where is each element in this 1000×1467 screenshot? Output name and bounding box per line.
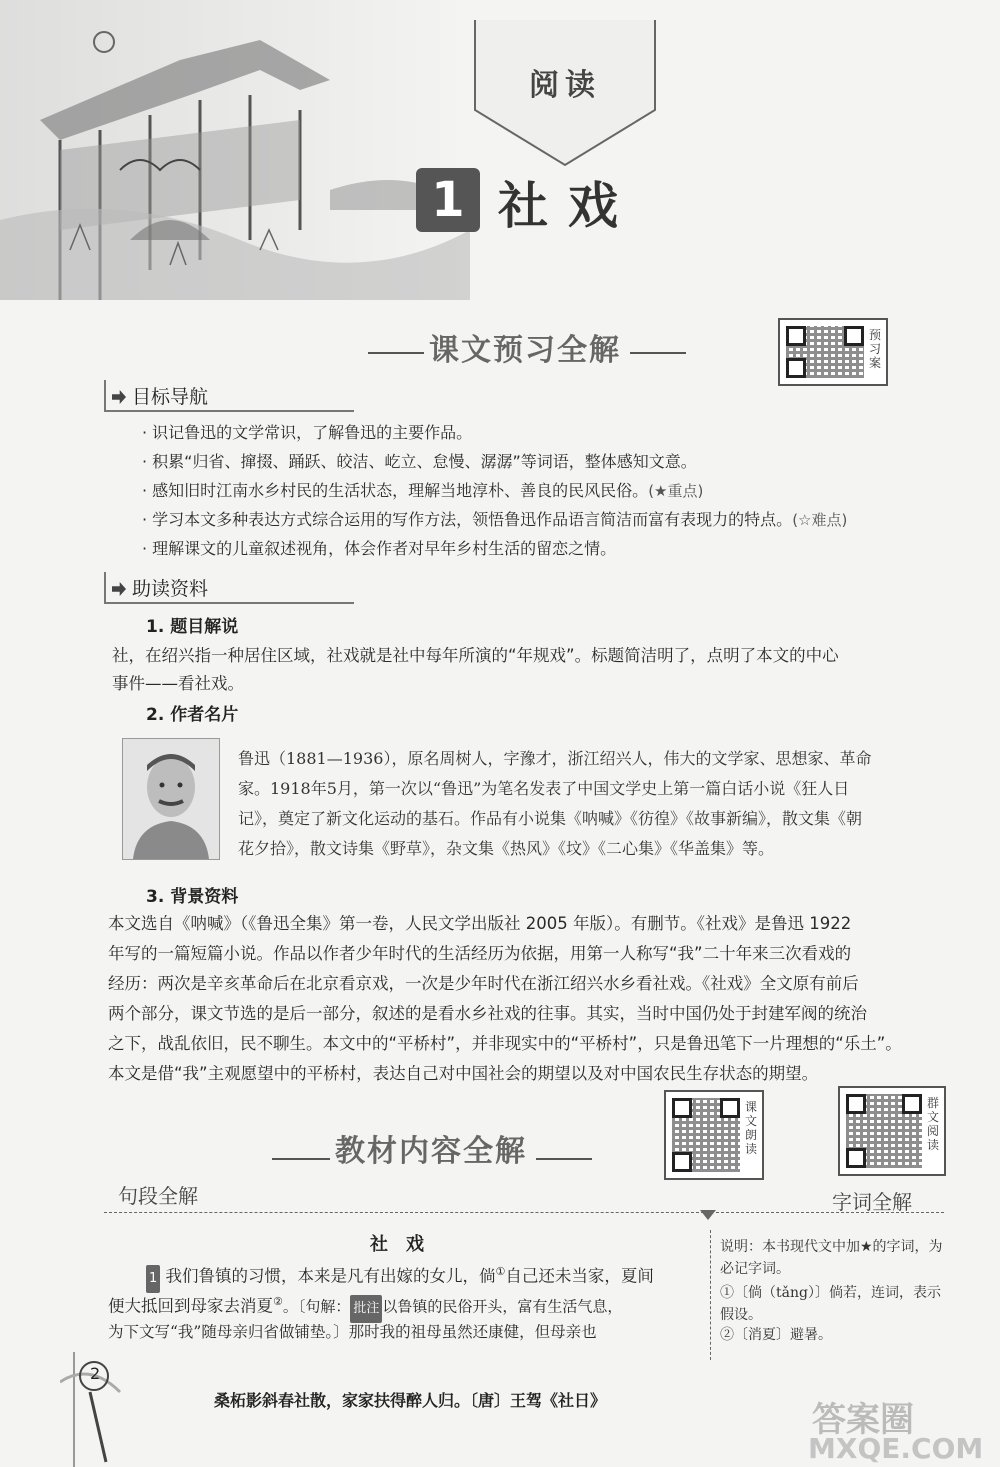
section-line (536, 1158, 592, 1160)
background-line: 本文是借“我”主观愿望中的平桥村，表达自己对中国社会的期望以及对中国农民生存状态的期望。 (108, 1064, 819, 1083)
dashed-divider (104, 1212, 704, 1213)
goal-item: · 理解课文的儿童叙述视角，体会作者对早年乡村生活的留恋之情。 (142, 539, 617, 558)
reading-rule (104, 602, 354, 604)
text-line: 便大抵回到母家去消夏②。〔句解： 批注 以鲁镇的民俗开头，富有生活气息， (108, 1288, 622, 1323)
paragraph-number: 1 (146, 1265, 160, 1293)
group-reading-qr-code[interactable] (838, 1086, 946, 1176)
page-number: 2 (90, 1364, 101, 1383)
title-explanation-line: 事件——看社戏。 (112, 674, 244, 693)
author-bio-line: 家。1918年5月，第一次以“鲁迅”为笔名发表了中国文学史上第一篇白话小说《狂人日 (238, 779, 850, 798)
subsection-title: 1. 题目解说 (146, 617, 239, 637)
arrow-icon (112, 390, 126, 404)
lesson-number: 1 (416, 168, 480, 232)
author-bio-line: 鲁迅（1881—1936），原名周树人，字豫才，浙江绍兴人，伟大的文学家、思想家、革命 (238, 749, 872, 768)
goals-heading: 目标导航 (112, 382, 208, 409)
text-reading-qr-label: 课文朗读 (745, 1100, 758, 1156)
background-line: 之下，战乱依旧，民不聊生。本文中的“平桥村”，并非现实中的“平桥村”，只是鲁迅笔下一片理想的“乐土”。 (108, 1034, 902, 1053)
column-divider (710, 1230, 711, 1360)
text-reading-qr-code[interactable] (664, 1090, 764, 1180)
annotation-badge: 批注 (350, 1295, 382, 1323)
watermark-url: MXQE.COM (808, 1432, 984, 1465)
goals-rule (104, 410, 354, 412)
content-section-title: 教材内容全解 (335, 1134, 527, 1169)
sentence-analysis-label: 句段全解 (118, 1184, 198, 1208)
divider-pointer (700, 1210, 716, 1220)
arrow-icon (112, 582, 126, 596)
goal-item: · 积累“归省、撺掇、踊跃、皎洁、屹立、怠慢、潺潺”等词语，整体感知文意。 (142, 452, 697, 471)
lesson-title: 社戏 (498, 177, 638, 235)
footer-quote: 桑柘影斜春社散，家家扶得醉人归。〔唐〕王驾《社日》 (214, 1391, 607, 1410)
village-stage-illustration (0, 0, 470, 300)
section-line (272, 1158, 330, 1160)
text-line: 为下文写“我”随母亲归省做铺垫。〕那时我的祖母虽然还康健，但母亲也 (108, 1323, 597, 1341)
section-tab-label: 阅读 (529, 68, 601, 103)
key-point-note: (★重点) (648, 482, 704, 500)
author-bio-line: 记》，奠定了新文化运动的基石。作品有小说集《呐喊》《彷徨》《故事新编》，散文集《朝 (238, 809, 863, 828)
background-line: 本文选自《呐喊》（《鲁迅全集》第一卷，人民文学出版社 2005 年版）。有删节。《社戏》是鲁迅 1922 (108, 914, 852, 933)
difficult-point-note: (☆难点) (792, 511, 848, 529)
preview-qr-label: 预习案 (869, 328, 882, 370)
background-line: 年写的一篇短篇小说。作品以作者少年时代的生活经历为依据，用第一人称写“我”二十年来三次看戏的 (108, 944, 852, 963)
dashed-divider (716, 1212, 944, 1213)
author-portrait (122, 738, 220, 860)
goal-item: · 识记鲁迅的文学常识，了解鲁迅的主要作品。 (142, 423, 473, 442)
word-analysis-label: 字词全解 (832, 1190, 912, 1214)
reading-heading: 助读资料 (112, 574, 208, 601)
goal-item: · 学习本文多种表达方式综合运用的写作方法，领悟鲁迅作品语言简洁而富有表现力的特点。(☆难点) (142, 510, 848, 529)
goal-item: · 感知旧时江南水乡村民的生活状态，理解当地淳朴、善良的民风民俗。(★重点) (142, 481, 704, 500)
section-line (630, 352, 686, 354)
side-note: 说明：本书现代文中加★的字词，为必记字词。 (720, 1239, 943, 1277)
word-note: ②〔消夏〕避暑。 (720, 1327, 832, 1343)
author-bio-line: 花夕拾》，散文诗集《野草》，杂文集《热风》《坟》《二心集》《华盖集》等。 (238, 839, 775, 858)
section-line (368, 352, 424, 354)
background-line: 两个部分，课文节选的是后一部分，叙述的是看水乡社戏的往事。其实，当时中国仍处于封建军阀的统治 (108, 1004, 867, 1023)
subsection-title: 3. 背景资料 (146, 887, 239, 907)
text-line: 1 我们鲁镇的习惯，本来是凡有出嫁的女儿，倘①自己还未当家，夏间 (146, 1258, 654, 1293)
subsection-title: 2. 作者名片 (146, 705, 239, 725)
group-reading-qr-label: 群文阅读 (927, 1096, 940, 1152)
word-note: ①〔倘（tǎng）〕倘若，连词，表示假设。 (720, 1285, 941, 1323)
preview-qr-code[interactable] (778, 318, 888, 386)
title-explanation-line: 社，在绍兴指一种居住区域，社戏就是社中每年所演的“年规戏”。标题简洁明了，点明了本文的中心 (112, 646, 839, 665)
preview-section-title: 课文预习全解 (429, 333, 621, 368)
background-line: 经历：两次是辛亥革命后在北京看京戏，一次是少年时代在浙江绍兴水乡看社戏。《社戏》全文原有前后 (108, 974, 859, 993)
text-title: 社 戏 (370, 1234, 424, 1255)
watermark-logo: 答案圈 (812, 1400, 914, 1440)
